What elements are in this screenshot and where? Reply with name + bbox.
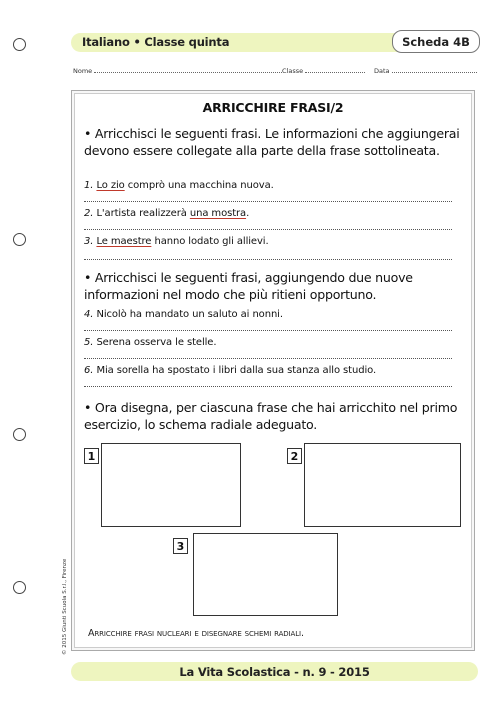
drawing-box-2[interactable] xyxy=(304,443,461,527)
exercise-2: 2. L'artista realizzerà una mostra. xyxy=(84,208,250,219)
drawing-box-1[interactable] xyxy=(101,443,241,527)
box-number-3: 3 xyxy=(173,538,188,554)
data-label: Data xyxy=(374,67,390,75)
nome-blank[interactable] xyxy=(94,67,282,73)
name-field-row xyxy=(73,67,282,75)
classe-label: Classe xyxy=(282,67,304,75)
binder-hole xyxy=(13,428,26,441)
box-number-2: 2 xyxy=(287,448,302,464)
copyright-text: © 2015 Giunti Scuola S.r.l., Firenze xyxy=(62,558,68,655)
scheda-label: Scheda 4B xyxy=(392,30,480,53)
footer-note: Arricchire frasi nucleari e disegnare schemi radiali. xyxy=(88,628,304,639)
binder-hole xyxy=(13,233,26,246)
box-number-1: 1 xyxy=(84,448,99,464)
exercise-4: 4. Nicolò ha mandato un saluto ai nonni. xyxy=(84,309,283,320)
data-blank[interactable] xyxy=(392,67,477,73)
exercise-3: 3. Le maestre hanno lodato gli allievi. xyxy=(84,236,269,247)
classe-blank[interactable] xyxy=(305,67,365,73)
section3-instruction: • Ora disegna, per ciascuna frase che hai arricchito nel primo esercizio, lo schema radiale adeguato. xyxy=(84,400,458,432)
exercise-6: 6. Mia sorella ha spostato i libri dalla sua stanza allo studio. xyxy=(84,365,377,376)
section2-instruction: • Arricchisci le seguenti frasi, aggiungendo due nuove informazioni nel modo che più ritieni opportuno. xyxy=(84,270,413,302)
answer-line[interactable] xyxy=(84,259,452,260)
drawing-box-3[interactable] xyxy=(193,533,338,616)
publication-footer: La Vita Scolastica - n. 9 - 2015 xyxy=(71,662,478,681)
underlined-part: una mostra xyxy=(189,208,247,219)
nome-label: Nome xyxy=(73,67,93,75)
date-field-row xyxy=(374,67,477,75)
answer-line[interactable] xyxy=(84,386,452,387)
binder-hole xyxy=(13,38,26,51)
underlined-part: Le maestre xyxy=(96,236,152,247)
class-field-row xyxy=(282,67,365,75)
worksheet-title: ARRICCHIRE FRASI/2 xyxy=(202,100,344,115)
binder-hole xyxy=(13,581,26,594)
answer-line[interactable] xyxy=(84,201,452,202)
header-title: Italiano • Classe quinta xyxy=(82,35,230,49)
exercise-1: 1. Lo zio comprò una macchina nuova. xyxy=(84,180,274,191)
exercise-5: 5. Serena osserva le stelle. xyxy=(84,337,217,348)
section1-instruction: • Arricchisci le seguenti frasi. Le informazioni che aggiungerai devono essere collegate alla parte della frase sottolineata. xyxy=(84,126,460,158)
answer-line[interactable] xyxy=(84,330,452,331)
answer-line[interactable] xyxy=(84,229,452,230)
underlined-part: Lo zio xyxy=(96,180,125,191)
answer-line[interactable] xyxy=(84,358,452,359)
